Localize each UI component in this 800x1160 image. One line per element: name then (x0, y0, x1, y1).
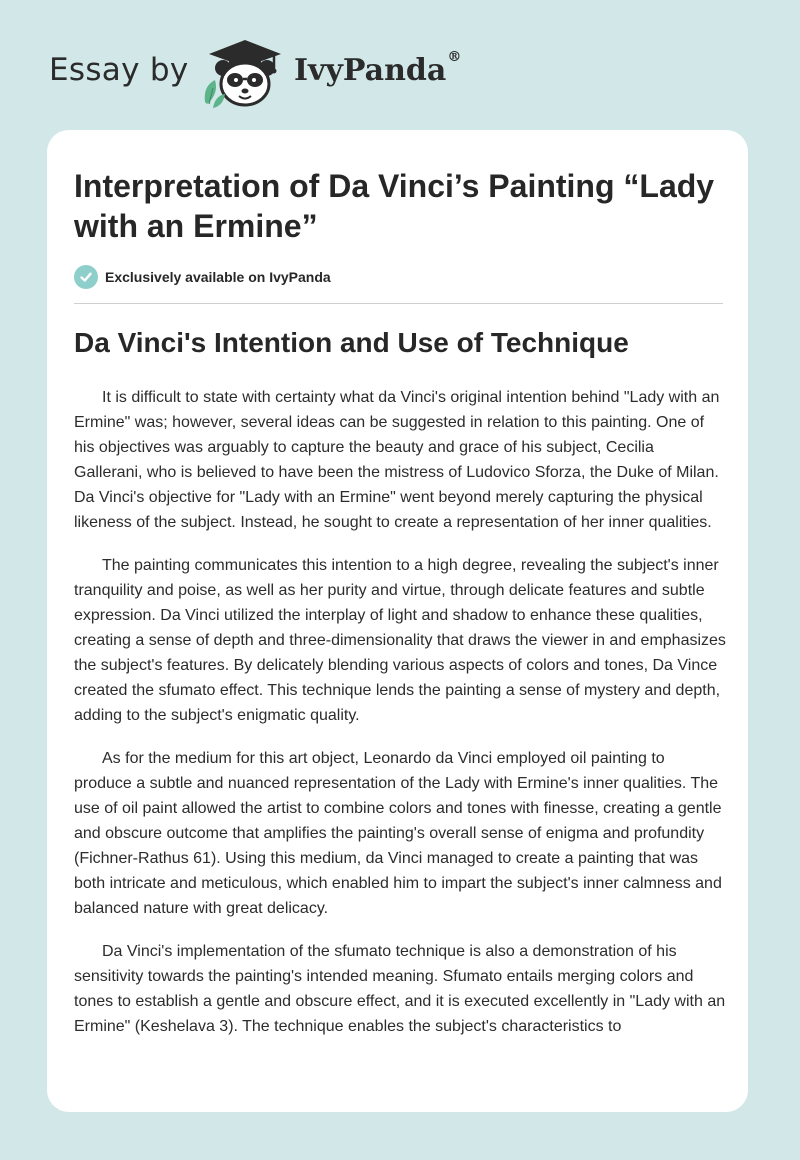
panda-graduate-icon[interactable] (199, 34, 291, 110)
essay-by-label: Essay by (49, 52, 189, 88)
paragraph-1: It is difficult to state with certainty what da Vinci's original intention behind "Lady with an Ermine" was; however, several ideas can be suggested in relation to this painting. One of his objectives was arguably to capture the beauty and grace of his subject, Cecilia Gallerani, who is believed to have been the mistress of Ludovico Sforza, the Duke of Milan. Da Vinci's objective for "Lady with an Ermine" went beyond merely capturing the physical likeness of the subject. Instead, he sought to create a representation of her inner qualities. (74, 389, 720, 531)
registered-mark: ® (447, 49, 462, 65)
site-header (0, 0, 800, 120)
article-body (74, 385, 726, 1057)
check-icon (74, 265, 98, 289)
paragraph-4: Da Vinci's implementation of the sfumato technique is also a demonstration of his sensitivity towards the painting's intended meaning. Sfumato entails merging colors and tones to establish a gentle and obscure effect, and it is executed excellently in "Lady with an Ermine" (Keshelava 3). The technique enables the subject's characteristics to (74, 943, 726, 1035)
paragraph-3: As for the medium for this art object, Leonardo da Vinci employed oil painting to produce a subtle and nuanced representation of the Lady with Ermine's inner qualities. The use of oil paint allowed the artist to combine colors and tones with finesse, creating a gentle and obscure outcome that amplifies the painting's overall sense of enigma and profundity (Fichner-Rathus 61). Using this medium, da Vinci managed to create a painting that was both intricate and meticulous, which enabled him to impart the subject's inner calmness and balanced nature with great delicacy. (74, 750, 722, 917)
divider (74, 303, 723, 304)
exclusive-badge-label: Exclusively available on IvyPanda (105, 269, 331, 285)
paragraph-2: The painting communicates this intention to a high degree, revealing the subject's inner tranquility and poise, as well as her purity and virtue, through delicate features and subtle expression. Da Vinci utilized the interplay of light and shadow to enhance these qualities, creating a sense of depth and three-dimensionality that draws the viewer in and emphasizes the subject's features. By delicately blending various aspects of colors and tones, Da Vince created the sfumato effect. This technique lends the painting a sense of mystery and depth, adding to the subject's enigmatic quality. (74, 557, 726, 724)
brand-name[interactable] (294, 49, 462, 88)
brand-label: IvyPanda (294, 53, 447, 88)
article-card (47, 130, 748, 1112)
exclusive-badge (74, 265, 331, 289)
section-heading: Da Vinci's Intention and Use of Technique (74, 327, 629, 358)
page-title: Interpretation of Da Vinci’s Painting “Lady with an Ermine” (74, 168, 715, 244)
